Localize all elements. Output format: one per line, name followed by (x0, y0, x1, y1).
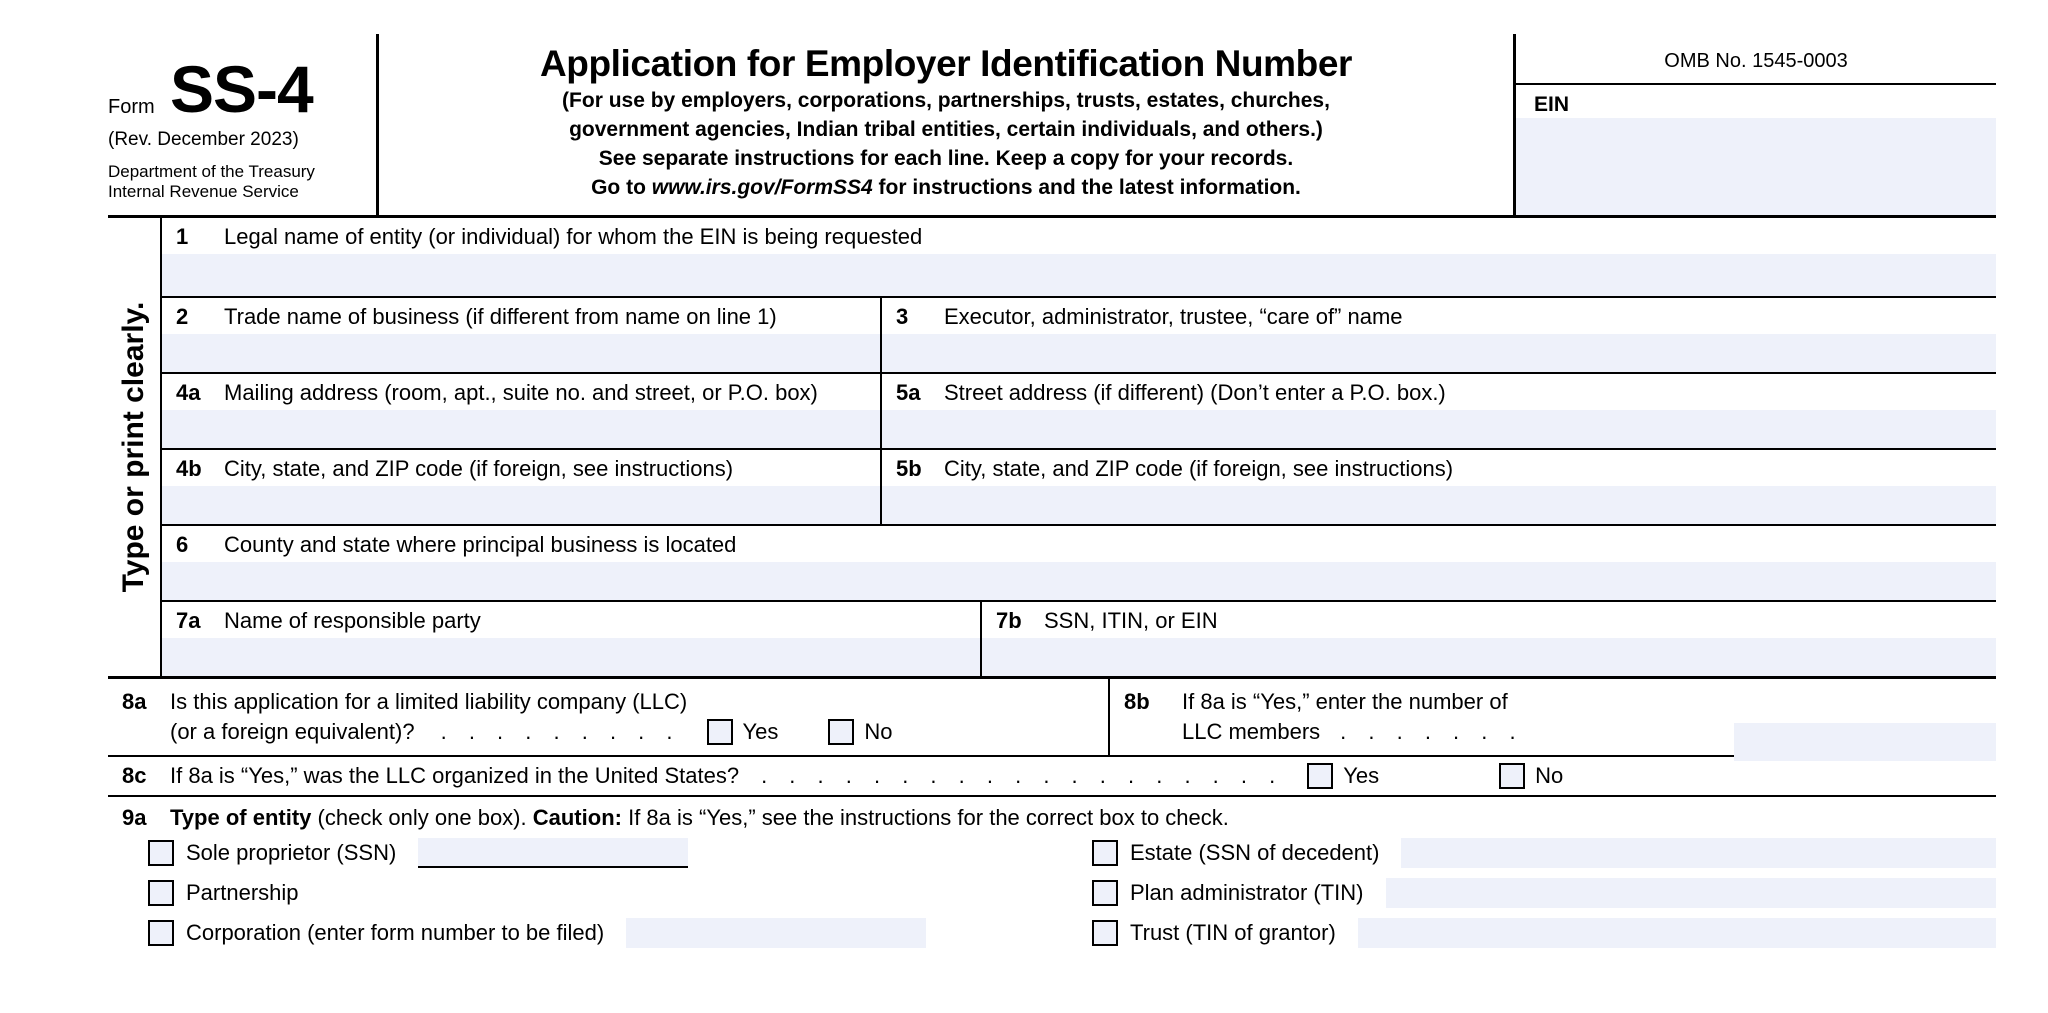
line-8a-yes-option[interactable] (707, 717, 779, 747)
cell-line-4b (162, 450, 880, 524)
cell-line-1 (162, 218, 1996, 296)
cell-line-7a (162, 602, 980, 676)
line-7a-text: Name of responsible party (224, 608, 481, 633)
form-body (108, 218, 1996, 679)
line-8a-second-line (108, 717, 1108, 747)
sole-proprietor-checkbox[interactable] (148, 840, 174, 866)
entity-option-trust[interactable] (1052, 913, 1996, 953)
subtitle-line-2: government agencies, Indian tribal entities, certain individuals, and others.) (569, 118, 1323, 141)
cell-line-3 (880, 298, 1996, 372)
line-2-number: 2 (176, 304, 189, 329)
line-8c-no-option[interactable] (1499, 763, 1563, 789)
line-4a-text: Mailing address (room, apt., suite no. and street, or P.O. box) (224, 380, 818, 405)
partnership-checkbox[interactable] (148, 880, 174, 906)
sidebar-print-clearly (108, 218, 162, 676)
plan-administrator-tin-input[interactable] (1386, 878, 1996, 908)
line-5a-input[interactable] (882, 410, 1996, 448)
cell-line-4a (162, 374, 880, 448)
header-left-identity (108, 34, 376, 215)
goto-text: Go to (591, 176, 652, 199)
line-4b-text: City, state, and ZIP code (if foreign, see instructions) (224, 456, 734, 481)
cell-line-2 (162, 298, 880, 372)
line-8a-no-option[interactable] (828, 717, 892, 747)
cell-line-7b (980, 602, 1996, 676)
line-8b-text-2: LLC members (1182, 719, 1321, 744)
line-7a-number: 7a (176, 608, 201, 633)
estate-checkbox[interactable] (1092, 840, 1118, 866)
row-line-1 (162, 218, 1996, 298)
line-1-label (162, 218, 1996, 250)
row-line-7a-7b (162, 602, 1996, 676)
page-title: Application for Employer Identification Number (539, 43, 1353, 84)
estate-ssn-input[interactable] (1401, 838, 1996, 868)
subtitle-line-3: See separate instructions for each line. Keep a copy for your records. (598, 147, 1294, 170)
header-omb-ein-block (1516, 34, 1996, 215)
entity-option-plan-administrator[interactable] (1052, 873, 1996, 913)
line-7b-input[interactable] (982, 638, 1996, 676)
line-5a-label (882, 374, 1996, 406)
ein-field[interactable] (1516, 118, 1996, 215)
line-8a-leader-dots: . . . . . . . . . (440, 719, 681, 744)
line-8a-text-1: Is this application for a limited liability company (LLC) (170, 689, 688, 714)
line-7b-label (982, 602, 1996, 634)
line-9a-entity-options (108, 833, 1996, 953)
line-8b-first-line (1110, 687, 1996, 717)
sole-proprietor-ssn-input[interactable] (418, 838, 688, 868)
cell-line-6 (162, 526, 1996, 600)
entity-options-right (1052, 833, 1996, 953)
form-header (108, 34, 1996, 218)
line-5b-label (882, 450, 1996, 482)
corporation-form-number-input[interactable] (626, 918, 926, 948)
row-line-4b-5b (162, 450, 1996, 526)
line-9a-heading-text (170, 803, 1229, 833)
irs-url-link[interactable]: www.irs.gov/FormSS4 (651, 176, 873, 199)
sole-proprietor-label: Sole proprietor (SSN) (186, 840, 397, 865)
header-title-block (376, 34, 1516, 215)
row-line-8c (108, 757, 1996, 797)
line-4a-input[interactable] (162, 410, 880, 448)
subtitle-line-1: (For use by employers, corporations, partnerships, trusts, estates, churches, (562, 89, 1330, 112)
line-4a-label (162, 374, 880, 406)
issuing-agency (108, 162, 315, 202)
line-8c-yes-label: Yes (1343, 763, 1380, 788)
estate-label: Estate (SSN of decedent) (1130, 840, 1380, 865)
agency-line-1: Department of the Treasury (108, 162, 315, 181)
ein-label: EIN (1534, 93, 1570, 116)
line-2-label (162, 298, 880, 330)
line-6-label (162, 526, 1996, 558)
line-9a-heading (108, 803, 1996, 833)
row-line-4a-5a (162, 374, 1996, 450)
corporation-label: Corporation (enter form number to be filed) (186, 920, 605, 945)
omb-number: OMB No. 1545-0003 (1516, 34, 1996, 85)
row-line-8a-8b (108, 679, 1996, 757)
line-9a-caution-text: If 8a is “Yes,” see the instructions for the correct box to check. (628, 805, 1229, 830)
plan-administrator-checkbox[interactable] (1092, 880, 1118, 906)
cell-line-8b (1108, 679, 1996, 755)
line-9a-number: 9a (122, 805, 147, 830)
line-4b-label (162, 450, 880, 482)
line-1-input[interactable] (162, 254, 1996, 296)
goto-text-tail: for instructions and the latest information. (872, 176, 1301, 199)
line-7a-label (162, 602, 980, 634)
line-7a-input[interactable] (162, 638, 980, 676)
line-1-number: 1 (176, 224, 189, 249)
line-5a-text: Street address (if different) (Don’t enter a P.O. box.) (944, 380, 1446, 405)
entity-options-left (108, 833, 1052, 953)
trust-label: Trust (TIN of grantor) (1130, 920, 1336, 945)
line-8c-yes-option[interactable] (1307, 763, 1379, 789)
cell-line-8a (108, 679, 1108, 755)
agency-line-2: Internal Revenue Service (108, 182, 299, 201)
line-9a-title-rest: (check only one box). (317, 805, 527, 830)
line-8a-yes-label: Yes (742, 719, 779, 744)
line-2-input[interactable] (162, 334, 880, 372)
line-8a-first-line (108, 687, 1108, 717)
line-3-label (882, 298, 1996, 330)
corporation-checkbox[interactable] (148, 920, 174, 946)
line-2-text: Trade name of business (if different from name on line 1) (224, 304, 777, 329)
line-3-text: Executor, administrator, trustee, “care of” name (944, 304, 1403, 329)
line-8c-leader-dots: . . . . . . . . . . . . . . . . . . . (761, 763, 1284, 788)
form-rows (162, 218, 1996, 676)
line-3-input[interactable] (882, 334, 1996, 372)
entity-option-corporation[interactable] (108, 913, 1052, 953)
form-number: SS-4 (170, 52, 313, 126)
entity-option-sole-proprietor[interactable] (108, 833, 1052, 873)
entity-option-partnership[interactable] (108, 873, 1052, 913)
line-7b-text: SSN, ITIN, or EIN (1044, 608, 1218, 633)
line-8c-text: If 8a is “Yes,” was the LLC organized in the United States? (170, 763, 740, 788)
line-8a-number: 8a (122, 689, 147, 714)
entity-option-estate[interactable] (1052, 833, 1996, 873)
row-line-9a (108, 797, 1996, 953)
trust-checkbox[interactable] (1092, 920, 1118, 946)
line-8b-number: 8b (1124, 689, 1150, 714)
line-4a-number: 4a (176, 380, 201, 405)
subtitle-line-4 (391, 173, 1501, 202)
sidebar-label: Type or print clearly. (117, 301, 150, 593)
line-6-input[interactable] (162, 562, 1996, 600)
line-4b-number: 4b (176, 456, 202, 481)
line-4b-input[interactable] (162, 486, 880, 524)
line-7b-number: 7b (996, 608, 1022, 633)
line-9a-caution-label: Caution: (532, 805, 622, 830)
partnership-label: Partnership (186, 880, 299, 905)
line-8a-yes-checkbox[interactable] (707, 719, 733, 745)
line-8c-number: 8c (122, 763, 147, 788)
line-6-text: County and state where principal business is located (224, 532, 737, 557)
line-5b-input[interactable] (882, 486, 1996, 524)
line-1-text: Legal name of entity (or individual) for whom the EIN is being requested (224, 224, 923, 249)
line-8c-yes-checkbox[interactable] (1307, 763, 1333, 789)
plan-administrator-label: Plan administrator (TIN) (1130, 880, 1364, 905)
form-revision-date: (Rev. December 2023) (108, 129, 299, 150)
line-8b-input[interactable] (1734, 723, 1996, 761)
row-line-2-3 (162, 298, 1996, 374)
line-9a-title: Type of entity (170, 805, 312, 830)
line-3-number: 3 (896, 304, 909, 329)
line-8c-no-checkbox[interactable] (1499, 763, 1525, 789)
line-8a-no-checkbox[interactable] (828, 719, 854, 745)
form-ss4 (108, 34, 1996, 953)
line-8a-no-label: No (864, 719, 893, 744)
form-word-label: Form (108, 96, 155, 118)
line-8b-text-1: If 8a is “Yes,” enter the number of (1182, 689, 1508, 714)
row-line-6 (162, 526, 1996, 602)
trust-tin-input[interactable] (1358, 918, 1996, 948)
line-5b-number: 5b (896, 456, 922, 481)
line-8a-text-2: (or a foreign equivalent)? (170, 719, 415, 744)
line-8c-no-label: No (1535, 763, 1564, 788)
line-5a-number: 5a (896, 380, 921, 405)
partnership-spacer (321, 878, 1052, 908)
line-5b-text: City, state, and ZIP code (if foreign, see instructions) (944, 456, 1454, 481)
line-6-number: 6 (176, 532, 189, 557)
line-8b-leader-dots: . . . . . . . (1340, 719, 1524, 744)
cell-line-5b (880, 450, 1996, 524)
cell-line-5a (880, 374, 1996, 448)
